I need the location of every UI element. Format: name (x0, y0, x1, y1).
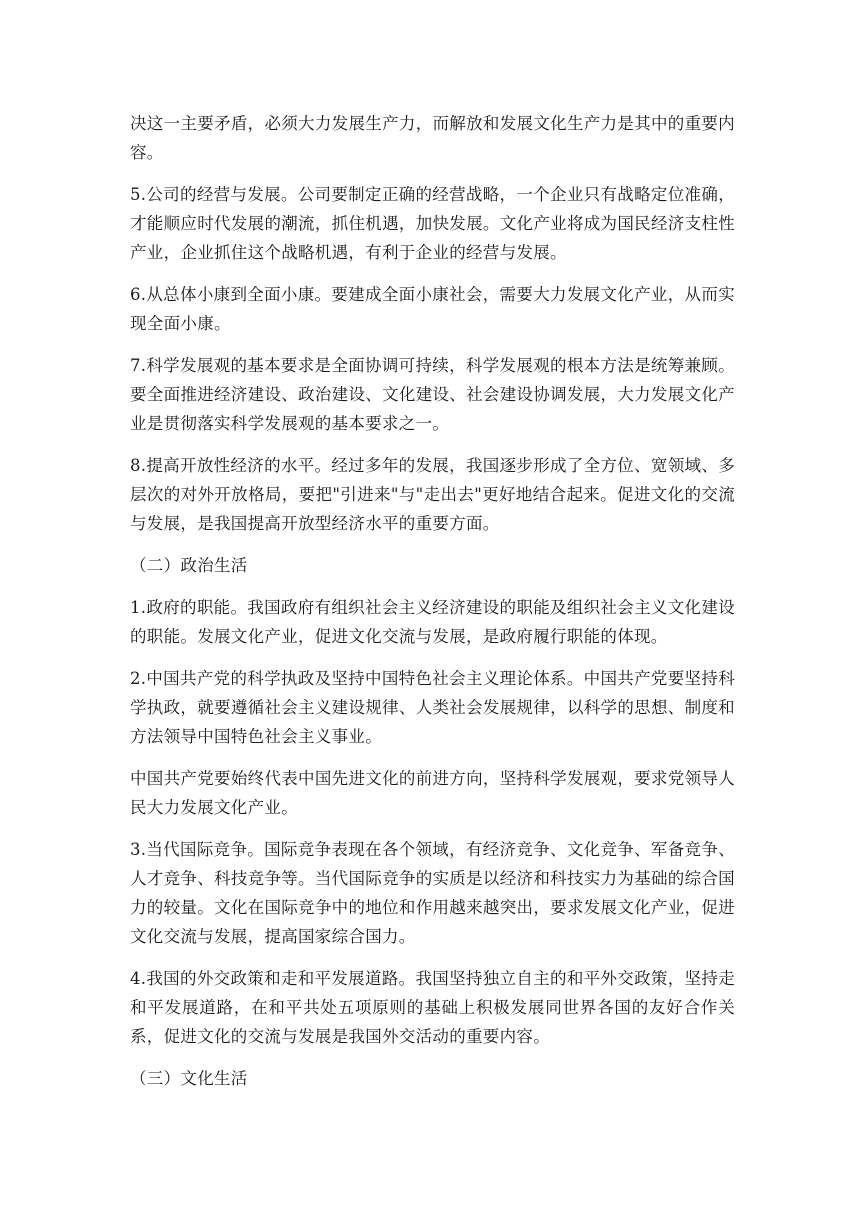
section-heading-cultural-life: （三）文化生活 (130, 1069, 248, 1088)
paragraph-item-3: 3.当代国际竞争。国际竞争表现在各个领域，有经济竞争、文化竞争、军备竞争、人才竞争、科技竞争等。当代国际竞争的实质是以经济和科技实力为基础的综合国力的较量。文化在国际竞争中的地位和作用越来越突出，要求发展文化产业，促进文化交流与发展，提高国家综合国力。 (130, 840, 735, 946)
paragraph-item-2: 2.中国共产党的科学执政及坚持中国特色社会主义理论体系。中国共产党要坚持科学执政，就要遵循社会主义建设规律、人类社会发展规律，以科学的思想、制度和方法领导中国特色社会主义事业。 (130, 669, 735, 746)
paragraph-item-5: 5.公司的经营与发展。公司要制定正确的经营战略，一个企业只有战略定位准确，才能顺应时代发展的潮流，抓住机遇，加快发展。文化产业将成为国民经济支柱性产业，企业抓住这个战略机遇，有利于企业的经营与发展。 (130, 185, 735, 262)
paragraph-continuation: 决这一主要矛盾，必须大力发展生产力，而解放和发展文化生产力是其中的重要内容。 (130, 114, 735, 162)
document-page (130, 109, 735, 1106)
paragraph-item-1: 1.政府的职能。我国政府有组织社会主义经济建设的职能及组织社会主义文化建设的职能。发展文化产业，促进文化交流与发展，是政府履行职能的体现。 (130, 598, 735, 646)
paragraph-item-6: 6.从总体小康到全面小康。要建成全面小康社会，需要大力发展文化产业，从而实现全面小康。 (130, 285, 735, 333)
paragraph-item-7: 7.科学发展观的基本要求是全面协调可持续，科学发展观的根本方法是统筹兼顾。要全面推进经济建设、政治建设、文化建设、社会建设协调发展，大力发展文化产业是贯彻落实科学发展观的基本要求之一。 (130, 356, 735, 433)
paragraph-item-2-cont: 中国共产党要始终代表中国先进文化的前进方向，坚持科学发展观，要求党领导人民大力发展文化产业。 (130, 769, 735, 817)
paragraph-item-8: 8.提高开放性经济的水平。经过多年的发展，我国逐步形成了全方位、宽领域、多层次的对外开放格局，要把"引进来"与"走出去"更好地结合起来。促进文化的交流与发展，是我国提高开放型经济水平的重要方面。 (130, 456, 735, 533)
paragraph-item-4: 4.我国的外交政策和走和平发展道路。我国坚持独立自主的和平外交政策，坚持走和平发展道路，在和平共处五项原则的基础上积极发展同世界各国的友好合作关系，促进文化的交流与发展是我国外交活动的重要内容。 (130, 969, 735, 1046)
section-heading-political-life: （二）政治生活 (130, 556, 248, 575)
